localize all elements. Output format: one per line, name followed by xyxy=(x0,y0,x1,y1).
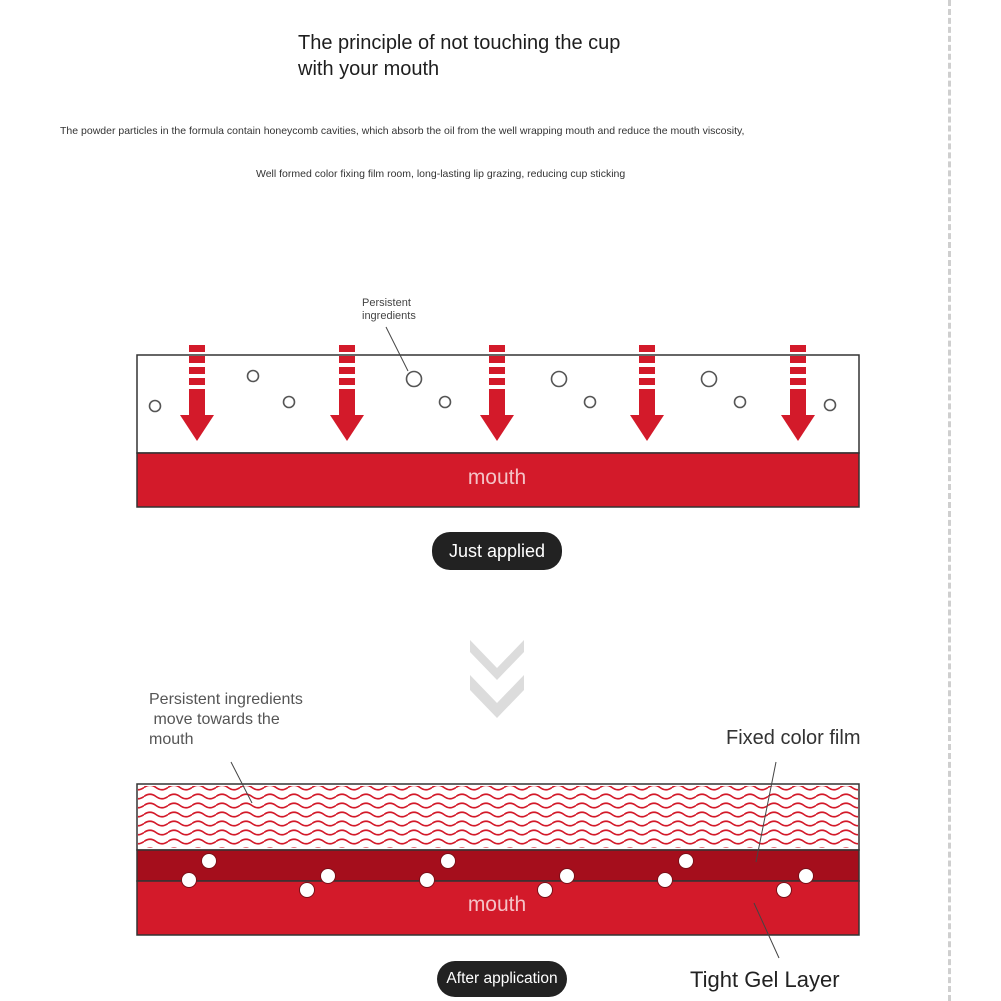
description-line-2: Well formed color fixing film room, long-lasting lip grazing, reducing cup sticking xyxy=(256,168,626,180)
particle-white xyxy=(658,873,673,888)
particle-white xyxy=(560,869,575,884)
particle-white xyxy=(300,883,315,898)
particle-white xyxy=(321,869,336,884)
particle-white xyxy=(777,883,792,898)
chevron-down-icon xyxy=(470,640,524,718)
persistent-ingredients-label: Persistent ingredients xyxy=(362,297,416,322)
tight-gel-layer-label: Tight Gel Layer xyxy=(690,967,840,992)
description-line-1: The powder particles in the formula contain honeycomb cavities, which absorb the oil from the well wrapping mouth and reduce the mouth viscosity, xyxy=(60,125,745,137)
particle-white xyxy=(538,883,553,898)
particle-white xyxy=(679,854,694,869)
particle-white xyxy=(182,873,197,888)
wavy-lines xyxy=(138,786,858,848)
mouth-label-top: mouth xyxy=(467,466,527,489)
particle-white xyxy=(420,873,435,888)
fixed-color-film-layer xyxy=(137,850,859,881)
particle-white xyxy=(441,854,456,869)
stage-badge-just-applied: Just applied xyxy=(432,532,562,570)
mouth-label-bottom: mouth xyxy=(467,893,527,916)
particle-white xyxy=(799,869,814,884)
stage-badge-after-application: After application xyxy=(437,961,567,997)
fixed-color-film-label: Fixed color film xyxy=(726,727,861,749)
page-title: The principle of not touching the cup with your mouth xyxy=(298,32,621,80)
particle-white xyxy=(202,854,217,869)
ingredient-movement-label: Persistent ingredients move towards the mouth xyxy=(149,691,303,748)
